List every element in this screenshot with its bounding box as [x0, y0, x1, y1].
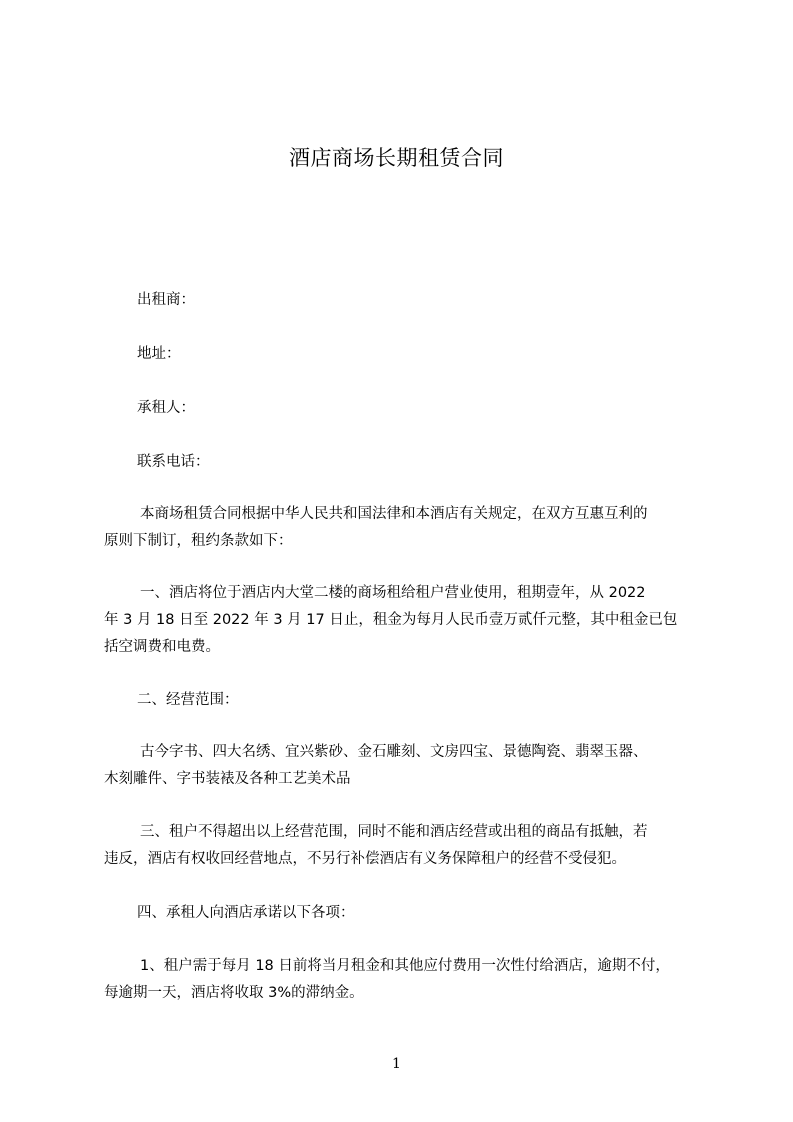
intro-line-1: 本商场租赁合同根据中华人民共和国法律和本酒店有关规定，在双方互惠互利的 [140, 506, 648, 522]
clause-2-heading: 二、经营范围： [137, 692, 239, 708]
clause-4-item-1-line-2: 每逾期一天，酒店将收取 3%的滞纳金。 [104, 985, 364, 1001]
clause-4-heading: 四、承租人向酒店承诺以下各项： [137, 905, 355, 921]
page-number: 1 [392, 1056, 401, 1072]
lessor-field: 出租商： [137, 292, 195, 308]
clause-1-line-3: 括空调费和电费。 [104, 639, 220, 655]
clause-2-line-1: 古今字书、四大名绣、宜兴紫砂、金石雕刻、文房四宝、景德陶瓷、翡翠玉器、 [140, 744, 648, 760]
clause-1-line-2: 年 3 月 18 日至 2022 年 3 月 17 日止，租金为每月人民币壹万贰仟元整，其中租金已包 [104, 612, 678, 628]
clause-2-line-2: 木刻雕件、字书装裱及各种工艺美术品 [104, 771, 351, 787]
lessee-field: 承租人： [137, 400, 195, 416]
clause-4-item-1-line-1: 1、租户需于每月 18 日前将当月租金和其他应付费用一次性付给酒店，逾期不付， [140, 958, 670, 974]
phone-field: 联系电话： [137, 454, 210, 470]
clause-3-line-1: 三、租户不得超出以上经营范围，同时不能和酒店经营或出租的商品有抵触，若 [140, 824, 648, 840]
clause-1-line-1: 一、酒店将位于酒店内大堂二楼的商场租给租户营业使用，租期壹年，从 2022 [140, 585, 646, 601]
clause-3-line-2: 违反，酒店有权收回经营地点，不另行补偿酒店有义务保障租户的经营不受侵犯。 [104, 851, 626, 867]
document-title: 酒店商场长期租赁合同 [289, 146, 504, 170]
address-field: 地址： [137, 346, 181, 362]
intro-line-2: 原则下制订，租约条款如下： [104, 533, 293, 549]
